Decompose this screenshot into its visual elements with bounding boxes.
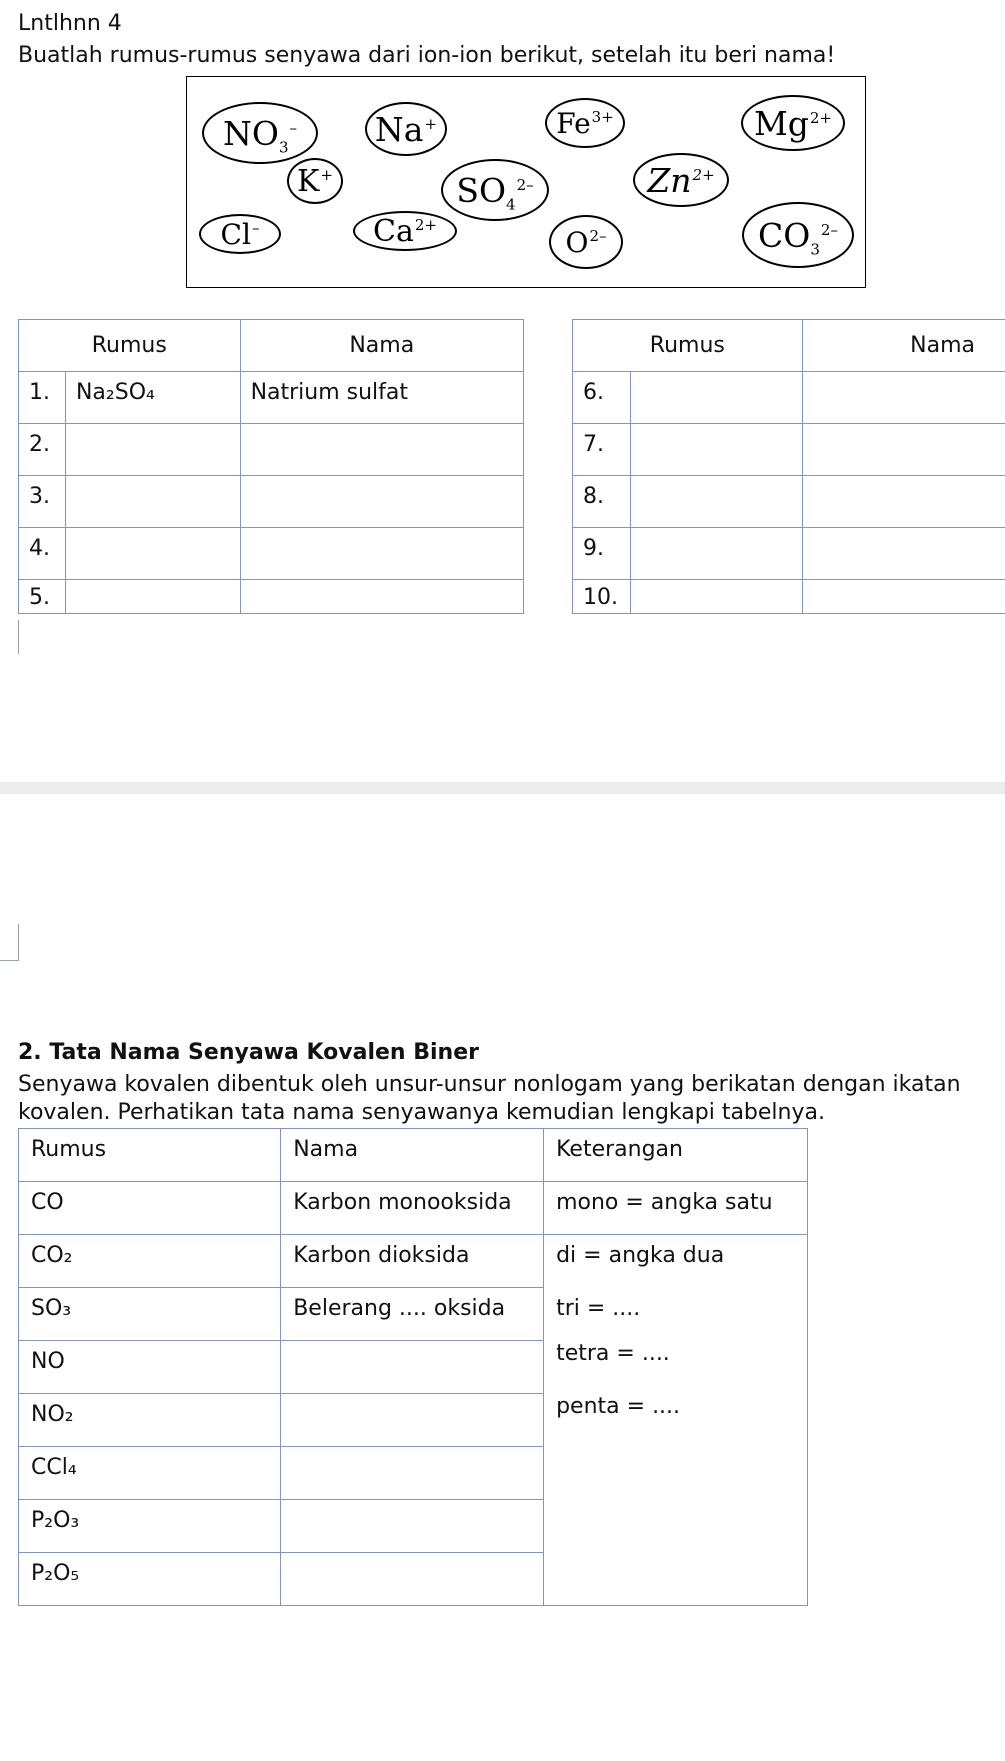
row-number: 3. <box>19 476 66 528</box>
ion-zinc: $Zn^{2+}$ <box>633 153 729 207</box>
col-header-nama: Nama <box>802 320 1005 372</box>
note-cell <box>544 1553 808 1606</box>
section-label: Lntlhnn 4 <box>18 11 122 36</box>
margin-corner-marker <box>0 924 19 961</box>
table-row <box>573 424 1005 476</box>
note-cell: mono = angka satu <box>544 1182 808 1235</box>
table-row <box>19 1447 808 1500</box>
ion-magnesium: $Mg^{2+}$ <box>741 95 845 151</box>
table-row <box>19 1394 808 1447</box>
formula-cell: CCl₄ <box>19 1447 281 1500</box>
ion-potassium: K+ <box>287 158 343 204</box>
ion-oxide: $O^{2-}$ <box>549 215 623 269</box>
note-cell: di = angka dua <box>544 1235 808 1288</box>
table-row <box>19 372 524 424</box>
section2-paragraph-line1: Senyawa kovalen dibentuk oleh unsur-unsur nonlogam yang berikatan dengan ikatan <box>18 1072 961 1097</box>
formula-cell: CO₂ <box>19 1235 281 1288</box>
table-row <box>19 1341 808 1394</box>
note-cell: tetra = .... <box>544 1341 808 1394</box>
formula-cell[interactable] <box>630 372 802 424</box>
name-cell[interactable] <box>240 580 523 614</box>
table-row <box>19 528 524 580</box>
table-row <box>573 372 1005 424</box>
table-row <box>19 1288 808 1341</box>
formula-cell: NO <box>19 1341 281 1394</box>
row-number: 9. <box>573 528 631 580</box>
row-number: 5. <box>19 580 66 614</box>
note-cell <box>544 1500 808 1553</box>
row-number: 2. <box>19 424 66 476</box>
table-row <box>19 424 524 476</box>
instruction-text: Buatlah rumus-rumus senyawa dari ion-ion berikut, setelah itu beri nama! <box>18 43 836 68</box>
name-cell[interactable] <box>240 476 523 528</box>
table-row <box>19 1553 808 1606</box>
formula-cell[interactable] <box>65 528 240 580</box>
covalent-table <box>18 1128 808 1606</box>
name-cell[interactable] <box>802 580 1005 614</box>
note-cell <box>544 1447 808 1500</box>
formula-cell: P₂O₅ <box>19 1553 281 1606</box>
formula-cell[interactable] <box>630 528 802 580</box>
formula-cell[interactable] <box>65 476 240 528</box>
ion-iron: $Fe^{3+}$ <box>545 98 625 148</box>
name-cell[interactable] <box>240 528 523 580</box>
ion-sodium: Na+ <box>365 102 447 156</box>
table-row <box>19 1182 808 1235</box>
ion-nitrate: $NO_3^-$ <box>202 102 318 164</box>
table-row <box>573 580 1005 614</box>
name-cell[interactable] <box>802 528 1005 580</box>
name-cell[interactable] <box>281 1341 544 1394</box>
formula-cell: P₂O₃ <box>19 1500 281 1553</box>
formula-cell: CO <box>19 1182 281 1235</box>
page-break <box>0 782 1005 794</box>
col-header-nama: Nama <box>281 1129 544 1182</box>
table-row <box>573 476 1005 528</box>
table-row <box>19 1500 808 1553</box>
name-cell[interactable] <box>281 1553 544 1606</box>
formula-cell[interactable] <box>630 476 802 528</box>
name-cell[interactable]: Karbon monooksida <box>281 1182 544 1235</box>
col-header-rumus: Rumus <box>19 1129 281 1182</box>
formula-cell: SO₃ <box>19 1288 281 1341</box>
name-cell[interactable]: Natrium sulfat <box>240 372 523 424</box>
row-number: 6. <box>573 372 631 424</box>
name-cell[interactable] <box>281 1394 544 1447</box>
ion-sulfate: $SO_4^{2-}$ <box>441 159 549 221</box>
table-row <box>19 476 524 528</box>
margin-marker <box>18 620 19 654</box>
row-number: 1. <box>19 372 66 424</box>
ionic-table-left <box>18 319 524 614</box>
section2-title: 2. Tata Nama Senyawa Kovalen Biner <box>18 1040 479 1065</box>
name-cell[interactable] <box>240 424 523 476</box>
row-number: 7. <box>573 424 631 476</box>
row-number: 10. <box>573 580 631 614</box>
col-header-rumus: Rumus <box>573 320 803 372</box>
ion-carbonate: $CO_3^{2-}$ <box>742 202 854 268</box>
name-cell[interactable] <box>281 1500 544 1553</box>
formula-cell[interactable] <box>65 580 240 614</box>
name-cell[interactable] <box>802 476 1005 528</box>
ion-box <box>186 76 866 288</box>
name-cell[interactable]: Belerang .... oksida <box>281 1288 544 1341</box>
ion-calcium: $Ca^{2+}$ <box>353 211 457 251</box>
note-cell: tri = .... <box>544 1288 808 1341</box>
table-row <box>19 1235 808 1288</box>
section2-paragraph-line2: kovalen. Perhatikan tata nama senyawanya kemudian lengkapi tabelnya. <box>18 1100 825 1125</box>
table-row <box>19 580 524 614</box>
formula-cell[interactable] <box>65 424 240 476</box>
name-cell[interactable]: Karbon dioksida <box>281 1235 544 1288</box>
note-cell: penta = .... <box>544 1394 808 1447</box>
row-number: 4. <box>19 528 66 580</box>
ion-chloride: Cl– <box>199 214 281 254</box>
name-cell[interactable] <box>802 424 1005 476</box>
table-row <box>573 528 1005 580</box>
formula-cell[interactable] <box>630 580 802 614</box>
col-header-rumus: Rumus <box>19 320 241 372</box>
ionic-table-right <box>572 319 1005 614</box>
formula-cell[interactable] <box>630 424 802 476</box>
col-header-keterangan: Keterangan <box>544 1129 808 1182</box>
formula-cell: NO₂ <box>19 1394 281 1447</box>
col-header-nama: Nama <box>240 320 523 372</box>
row-number: 8. <box>573 476 631 528</box>
name-cell[interactable] <box>281 1447 544 1500</box>
name-cell[interactable] <box>802 372 1005 424</box>
formula-cell[interactable]: Na₂SO₄ <box>65 372 240 424</box>
